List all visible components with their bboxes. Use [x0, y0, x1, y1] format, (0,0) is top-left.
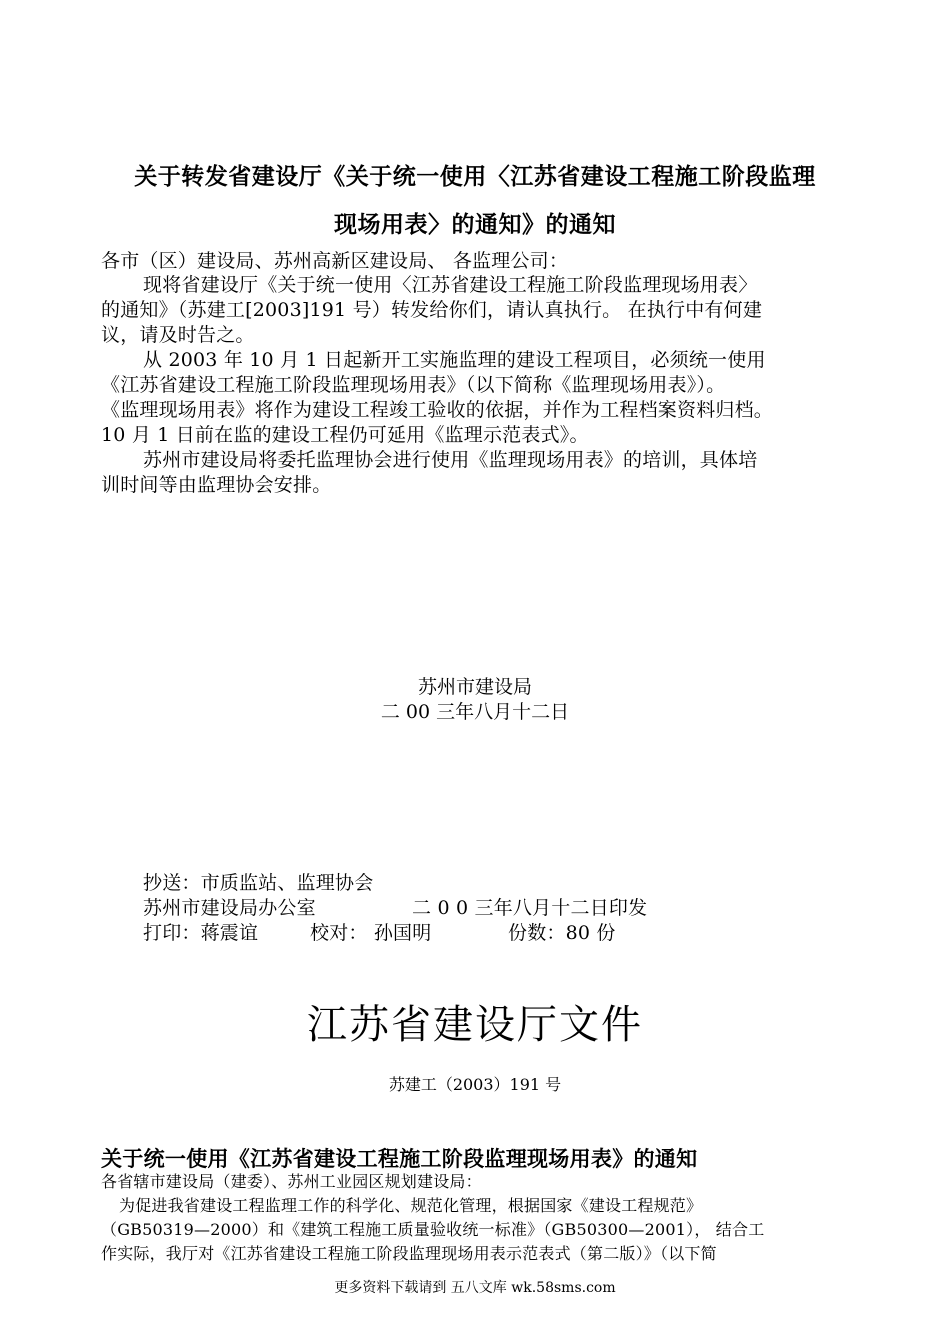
document-number: 苏建工（2003）191 号: [388, 1075, 562, 1094]
notice-paragraph-line: 《监理现场用表》将作为建设工程竣工验收的依据，并作为工程档案资料归档。: [101, 399, 774, 421]
notice-paragraph-line: 苏州市建设局将委托监理协会进行使用《监理现场用表》的培训，具体培: [143, 449, 758, 471]
notice-addressee: 各市（区）建设局、苏州高新区建设局、 各监理公司：: [101, 250, 569, 272]
provincial-addressee: 各省辖市建设局（建委）、苏州工业园区规划建设局：: [101, 1172, 482, 1191]
notice-paragraph-line: 的通知》（苏建工[2003]191 号）转发给你们，请认真执行。 在执行中有何建: [101, 299, 763, 321]
notice-title-line-2: 现场用表〉的通知》的通知: [334, 212, 616, 238]
issuing-office: 苏州市建设局办公室: [143, 897, 316, 919]
provincial-paragraph-line: 为促进我省建设工程监理工作的科学化、规范化管理，根据国家《建设工程规范》: [119, 1196, 703, 1215]
provincial-paragraph-line: （GB50319—2000）和《建筑工程施工质量验收统一标准》（GB50300—2001）， 结合工: [101, 1220, 765, 1239]
notice-paragraph-line: 从 2003 年 10 月 1 日起新开工实施监理的建设工程项目，必须统一使用: [143, 349, 766, 371]
footer-note: 更多资料下载请到 五八文库 wk.58sms.com: [334, 1280, 616, 1296]
cc-line: 抄送：市质监站、监理协会: [143, 872, 374, 894]
copies: 份数：80 份: [508, 922, 616, 944]
notice-paragraph-line: 议，请及时告之。: [101, 324, 255, 346]
provincial-notice-title: 关于统一使用《江苏省建设工程施工阶段监理现场用表》的通知: [101, 1147, 698, 1171]
notice-paragraph-line: 10 月 1 日前在监的建设工程仍可延用《监理示范表式》。: [101, 424, 589, 446]
printer: 打印：蒋震谊: [143, 922, 259, 944]
notice-paragraph-line: 《江苏省建设工程施工阶段监理现场用表》（以下简称《监理现场用表》）。: [101, 374, 726, 396]
signature-date: 二 00 三年八月十二日: [380, 701, 570, 723]
notice-paragraph-line: 现将省建设厅《关于统一使用〈江苏省建设工程施工阶段监理现场用表〉: [143, 274, 758, 296]
notice-title-line-1: 关于转发省建设厅《关于统一使用〈江苏省建设工程施工阶段监理: [134, 164, 816, 190]
document-header: 江苏省建设厅文件: [307, 1002, 643, 1048]
proofreader: 校对： 孙国明: [310, 922, 432, 944]
notice-paragraph-line: 训时间等由监理协会安排。: [101, 474, 332, 496]
print-date: 二 0 0 三年八月十二日印发: [412, 897, 648, 919]
signature-org: 苏州市建设局: [417, 676, 532, 698]
provincial-paragraph-line: 作实际，我厅对《江苏省建设工程施工阶段监理现场用表示范表式（第二版）》（以下简: [101, 1244, 717, 1263]
